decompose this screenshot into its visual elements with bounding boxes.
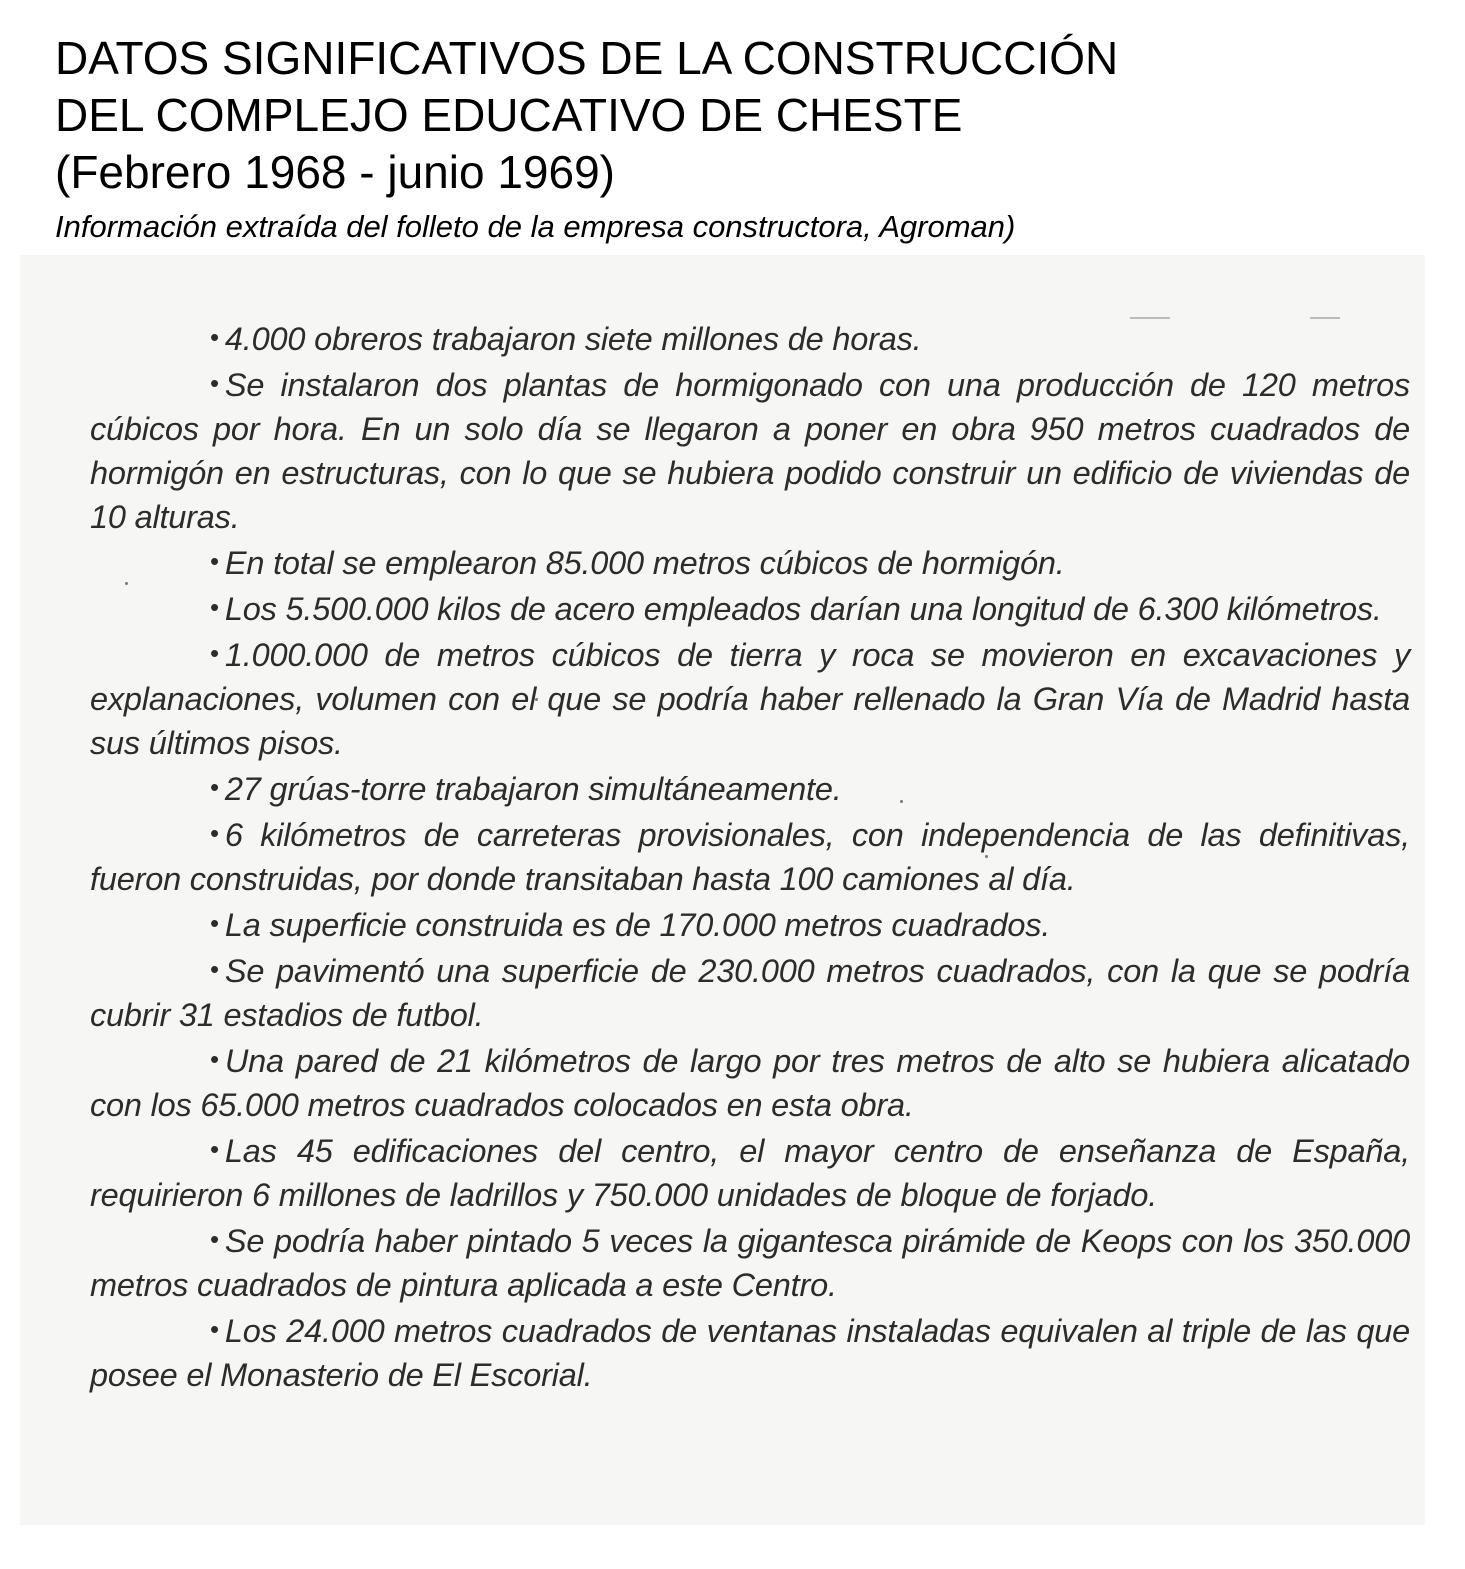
source-note: Información extraída del folleto de la empresa constructora, Agroman) (55, 209, 1016, 244)
bullet-icon: • (210, 546, 219, 576)
list-item (90, 585, 1410, 631)
bullet-icon: • (210, 908, 219, 938)
list-item (90, 765, 1410, 811)
fact-text: Se podría haber pintado 5 veces la gigantesca pirámide de Keops con los 350.000 metros cuadrados de pintura aplicada a este Centro. (90, 1223, 1410, 1303)
bullet-icon: • (210, 638, 219, 668)
bullet-icon: • (210, 1314, 219, 1344)
list-item (90, 1127, 1410, 1217)
bullet-icon: • (210, 1224, 219, 1254)
title-line-dates: (Febrero 1968 - junio 1969) (55, 146, 615, 198)
list-item (90, 947, 1410, 1037)
document-header (55, 30, 1435, 247)
fact-text: En total se emplearon 85.000 metros cúbicos de hormigón. (224, 545, 1065, 581)
bullet-icon: • (210, 1134, 219, 1164)
bullet-icon: • (210, 954, 219, 984)
list-item (90, 1217, 1410, 1307)
fact-text: 6 kilómetros de carreteras provisionales, con independencia de las definitivas, fueron construidas, por donde transitaban hasta 100 camiones al día. (90, 817, 1410, 897)
fact-text: Se instalaron dos plantas de hormigonado con una producción de 120 metros cúbicos por hora. En un solo día se llegaron a poner en obra 950 metros cuadrados de hormigón en estructuras, con lo que se hubiera podido construir un edificio de viviendas de 10 alturas. (90, 367, 1410, 535)
list-item (90, 631, 1410, 765)
bullet-icon: • (210, 592, 219, 622)
facts-list (90, 315, 1410, 1397)
fact-text: Las 45 edificaciones del centro, el mayor centro de enseñanza de España, requirieron 6 millones de ladrillos y 750.000 unidades de bloque de forjado. (90, 1133, 1410, 1213)
fact-text: Los 24.000 metros cuadrados de ventanas instaladas equivalen al triple de las que posee el Monasterio de El Escorial. (90, 1313, 1410, 1393)
fact-text: 4.000 obreros trabajaron siete millones de horas. (224, 321, 922, 357)
list-item (90, 539, 1410, 585)
fact-text: 27 grúas-torre trabajaron simultáneamente. (224, 771, 842, 807)
fact-text: Se pavimentó una superficie de 230.000 metros cuadrados, con la que se podría cubrir 31 estadios de futbol. (90, 953, 1410, 1033)
fact-text: Los 5.500.000 kilos de acero empleados darían una longitud de 6.300 kilómetros. (224, 591, 1382, 627)
bullet-icon: • (210, 818, 219, 848)
list-item (90, 811, 1410, 901)
list-item (90, 315, 1410, 361)
fact-text: La superficie construida es de 170.000 metros cuadrados. (224, 907, 1051, 943)
fact-text: Una pared de 21 kilómetros de largo por tres metros de alto se hubiera alicatado con los 65.000 metros cuadrados colocados en esta obra. (90, 1043, 1410, 1123)
fact-text: 1.000.000 de metros cúbicos de tierra y roca se movieron en excavaciones y explanaciones, volumen con el que se podría haber rellenado la Gran Vía de Madrid hasta sus últimos pisos. (90, 637, 1410, 761)
list-item (90, 1307, 1410, 1397)
list-item (90, 361, 1410, 539)
list-item (90, 901, 1410, 947)
title-line-1: DATOS SIGNIFICATIVOS DE LA CONSTRUCCIÓN (55, 32, 1119, 84)
bullet-icon: • (210, 772, 219, 802)
scanned-page (20, 255, 1425, 1525)
bullet-icon: • (210, 322, 219, 352)
bullet-icon: • (210, 1044, 219, 1074)
list-item (90, 1037, 1410, 1127)
bullet-icon: • (210, 368, 219, 398)
title-line-2: DEL COMPLEJO EDUCATIVO DE CHESTE (55, 89, 963, 141)
